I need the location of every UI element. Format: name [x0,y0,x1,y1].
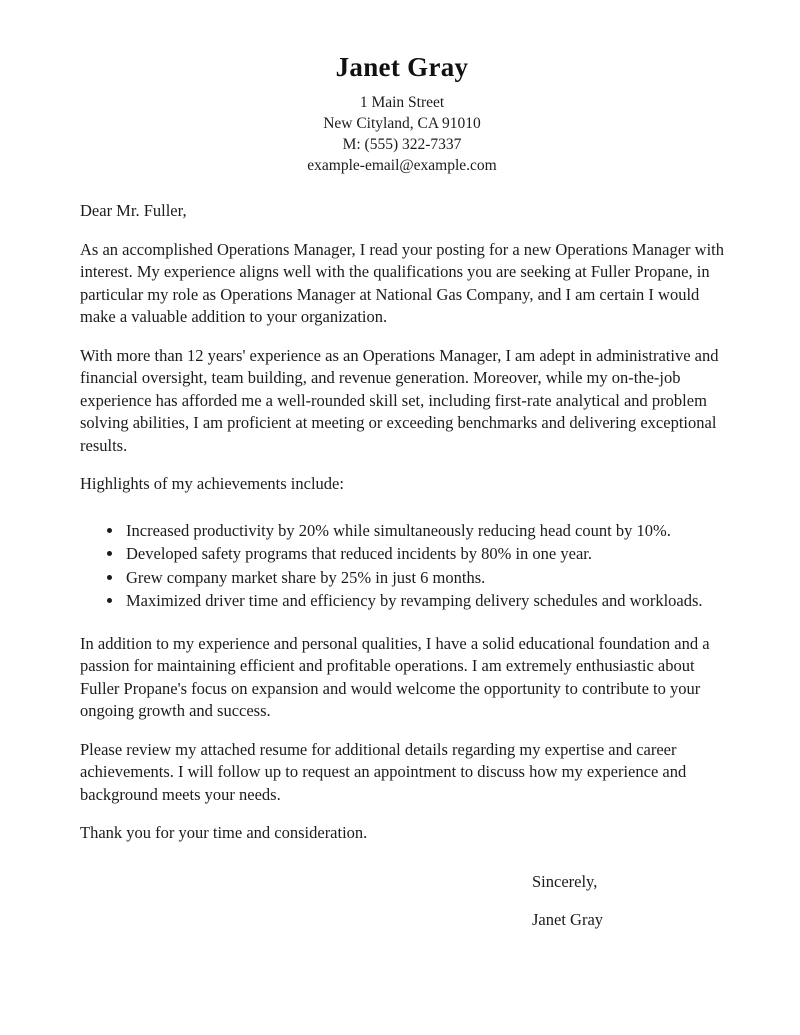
address-line-2: New Cityland, CA 91010 [323,115,481,132]
salutation: Dear Mr. Fuller, [80,201,187,220]
email-address: example-email@example.com [307,157,497,174]
achievement-item: • Developed safety programs that reduced incidents by 80% in one year. [124,543,724,566]
paragraph-education: In addition to my experience and personal qualities, I have a solid educational foundation and a passion for maintaining efficient and profitable operations. I am extremely enthusiastic about Fuller Propane's focus on expansion and would welcome the opportunity to contribute to your ongoing growth and success. [80,633,710,720]
letter-body [80,200,724,932]
letter-header [80,52,724,176]
achievement-item: • Maximized driver time and efficiency by revamping delivery schedules and workloads. [124,590,724,613]
highlights-intro: Highlights of my achievements include: [80,474,344,493]
achievement-item: • Increased productivity by 20% while simultaneously reducing head count by 10%. [124,520,724,543]
paragraph-introduction: As an accomplished Operations Manager, I read your posting for a new Operations Manager with interest. My experience aligns well with the qualifications you are seeking at Fuller Propane, in particular my role as Operations Manager at National Gas Company, and I am certain I would make a valuable addition to your organization. [80,239,725,326]
paragraph-experience: With more than 12 years' experience as an Operations Manager, I am adept in administrative and financial oversight, team building, and revenue generation. Moreover, while my on-the-job experience has afforded me a well-rounded skill set, including first-rate analytical and problem solving abilities, I am proficient at meeting or exceeding benchmarks and delivering exceptional results. [80,345,719,455]
signature-name: Janet Gray [532,910,604,929]
paragraph-follow-up: Please review my attached resume for additional details regarding my expertise and career achievements. I will follow up to request an appointment to discuss how my experience and background meets your needs. [80,739,687,804]
achievements-list [80,520,724,613]
paragraph-thanks: Thank you for your time and consideration. [80,823,368,842]
closing-block [532,871,724,932]
phone-number: M: (555) 322-7337 [342,136,462,153]
sender-name: Janet Gray [335,52,469,82]
valediction: Sincerely, [532,871,598,891]
address-line-1: 1 Main Street [359,94,445,111]
achievement-item: • Grew company market share by 25% in just 6 months. [124,567,724,590]
